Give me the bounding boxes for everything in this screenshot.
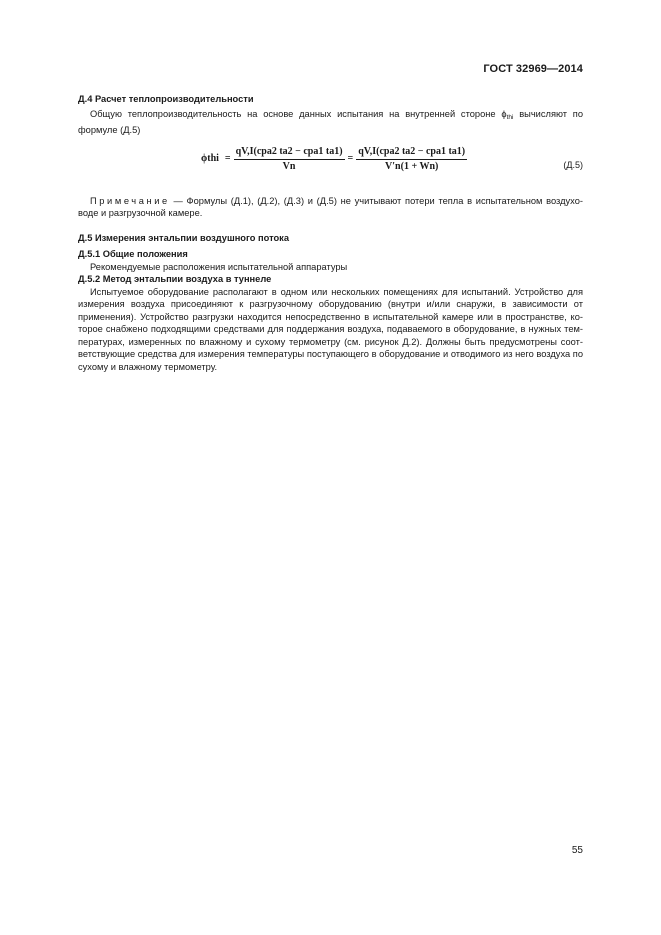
- formula-num2: qV,I(cpa2 ta2 − cpa1 ta1): [356, 145, 467, 160]
- d4-text-part2: вычисляют по формуле (Д.5): [78, 108, 583, 135]
- formula-number: (Д.5): [563, 159, 583, 170]
- d4-text-part1: Общую теплопроизводительность на основе данных испытания на внутренней стороне: [90, 108, 502, 119]
- section-d51-title: Д.5.1 Общие положения: [78, 249, 188, 259]
- formula-fraction-1: [234, 145, 345, 174]
- note-label: Примечание: [90, 195, 170, 206]
- section-d5-title: Д.5 Измерения энтальпии воздушного потока: [78, 232, 289, 243]
- formula-den1: Vn: [282, 160, 296, 172]
- document-code: ГОСТ 32969—2014: [483, 63, 583, 75]
- formula-den2: V′n(1 + Wn): [385, 160, 439, 172]
- section-d51-text: Рекомендуемые расположения испытательной аппаратуры: [90, 261, 348, 272]
- formula-num1: qV,I(cpa2 ta2 − cpa1 ta1): [234, 145, 345, 160]
- formula-eq2: =: [347, 152, 354, 164]
- formula-d5: [78, 145, 583, 189]
- section-d4-title: Д.4 Расчет теплопроизводительности: [78, 94, 254, 104]
- formula-lhs: ϕthi: [201, 152, 219, 164]
- note: [78, 195, 583, 220]
- page-content: [78, 93, 583, 373]
- section-d52-title: Д.5.2 Метод энтальпии воздуха в туннеле: [78, 274, 272, 284]
- section-d4-text: [78, 108, 583, 137]
- section-d52-text: Испытуемое оборудование располагают в одном или нескольких помещениях для испытаний. Устройство для измерения воздуха присоединяют к разгрузочному оборудованию (внутри и/или снаружи, в зависимости от применения). Устройство разгрузки находится непосредственно в испытательной камере или в пространстве, которое снабжено подходящими средствами для поддержания воздуха, подаваемого в оборудование, в нужных температурах, измеренных по влажному и сухому термометру (см. рисунок Д.2). Должны быть предусмотрены соответствующие средства для измерения температуры поступающего в оборудование и отводимого из него воздуха по сухому и влажному термометру.: [78, 286, 583, 372]
- page-number: 55: [571, 845, 583, 856]
- formula-expression: [198, 145, 467, 174]
- note-text: — Формулы (Д.1), (Д.2), (Д.3) и (Д.5) не учитывают потери тепла в испытательном воздуховоде и разгрузочной камере.: [78, 195, 583, 218]
- phi-symbol: ϕ: [501, 108, 507, 119]
- phi-subscript: thi: [506, 113, 514, 121]
- formula-eq1: =: [224, 152, 231, 164]
- formula-fraction-2: [356, 145, 467, 174]
